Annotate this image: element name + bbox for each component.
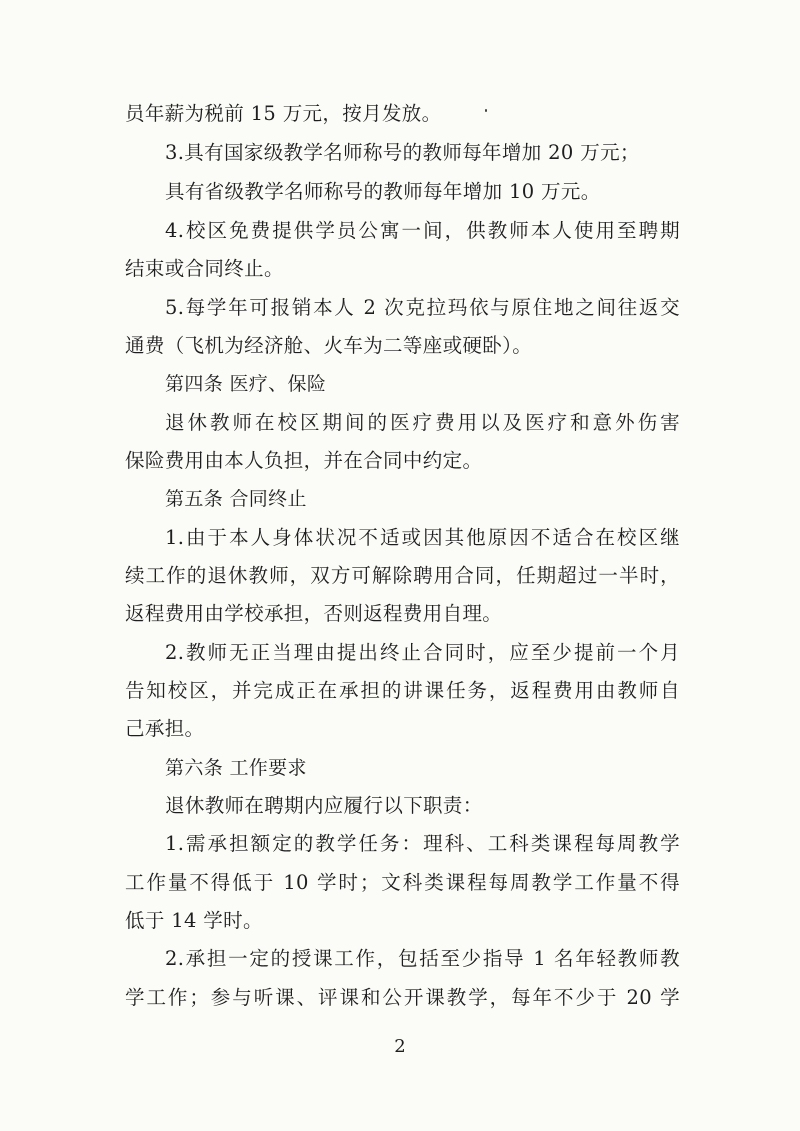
text-line: 3.具有国家级教学名师称号的教师每年增加 20 万元； (165, 141, 640, 164)
text-line: 5.每学年可报销本人 2 次克拉玛依与原住地之间往返交 (165, 296, 680, 319)
text-line: 1.需承担额定的教学任务：理科、工科类课程每周教学 (165, 832, 680, 855)
text-line: 告知校区，并完成正在承担的讲课任务，返程费用由教师自 (125, 679, 680, 702)
text-line: 具有省级教学名师称号的教师每年增加 10 万元。 (165, 180, 601, 203)
text-line: 结束或合同终止。 (125, 257, 284, 280)
text-line: 2.教师无正当理由提出终止合同时，应至少提前一个月 (165, 641, 680, 664)
text-line: 工作量不得低于 10 学时；文科类课程每周教学工作量不得 (125, 871, 680, 894)
page-number: 2 (394, 1036, 406, 1057)
text-line: 己承担。 (125, 717, 205, 740)
text-line: 2.承担一定的授课工作，包括至少指导 1 名年轻教师教 (165, 947, 680, 970)
section-heading: 第四条 医疗、保险 (165, 373, 327, 395)
text-line: 1.由于本人身体状况不适或因其他原因不适合在校区继 (165, 526, 680, 549)
section-heading: 第六条 工作要求 (165, 757, 307, 779)
text-line: 退休教师在校区期间的医疗费用以及医疗和意外伤害 (165, 411, 680, 434)
text-line: 学工作；参与听课、评课和公开课教学，每年不少于 20 学 (125, 986, 680, 1009)
text-line: 低于 14 学时。 (125, 909, 263, 932)
text-line: 通费（飞机为经济舱、火车为二等座或硬卧）。 (125, 334, 533, 357)
text-line: 续工作的退休教师，双方可解除聘用合同，任期超过一半时， (125, 564, 680, 587)
text-line: 4.校区免费提供学员公寓一间，供教师本人使用至聘期 (165, 219, 680, 242)
text-line: 员年薪为税前 15 万元，按月发放。 (125, 102, 442, 125)
text-line: 返程费用由学校承担，否则返程费用自理。 (125, 602, 503, 625)
text-line: 退休教师在聘期内应履行以下职责： (165, 794, 483, 817)
text-line: 保险费用由本人负担，并在合同中约定。 (125, 449, 483, 472)
section-heading: 第五条 合同终止 (165, 488, 307, 510)
